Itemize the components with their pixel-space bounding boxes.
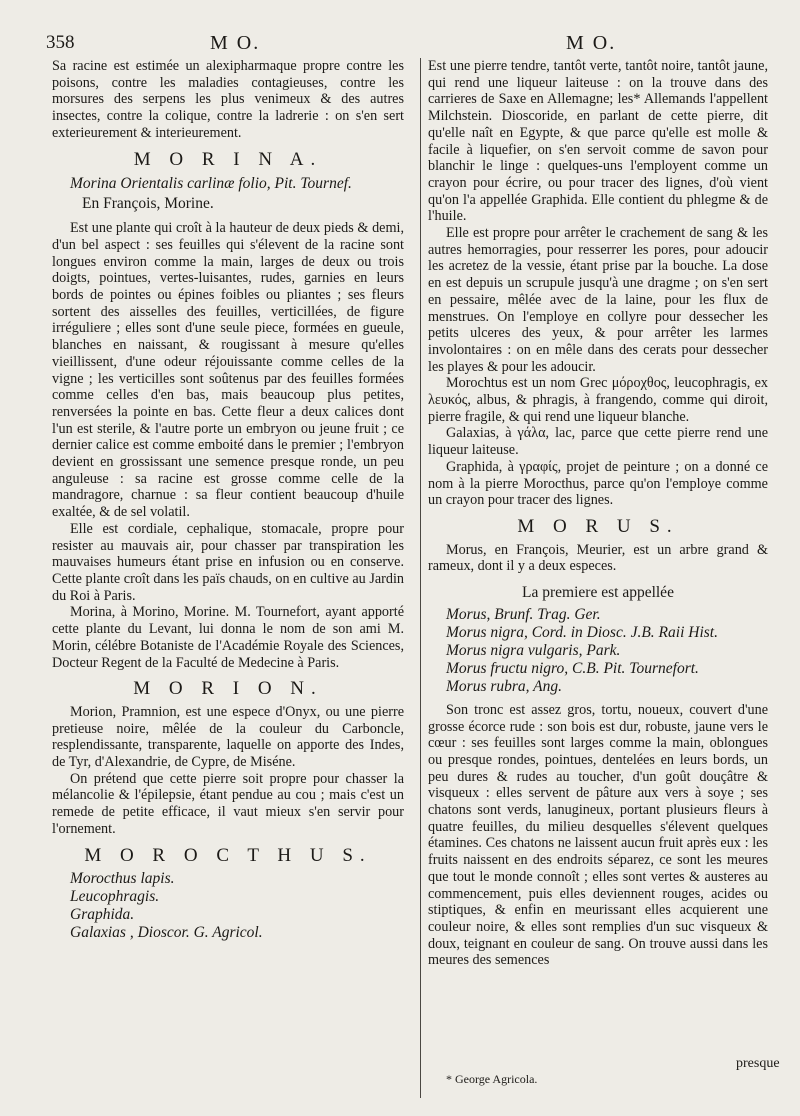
morocthus-name: Galaxias , Dioscor. G. Agricol. — [70, 924, 263, 942]
heading-morina: M O R I N A. — [133, 148, 323, 170]
heading-morion: M O R I O N. — [133, 678, 323, 700]
morus-name: Morus fructu nigro, C.B. Pit. Tournefort. — [446, 659, 699, 677]
morocthus-description: Est une pierre tendre, tantôt verte, tantôt noire, tantôt jaune, qui rend une liqueur laiteuse : on la trouve dans des carrieres de Saxe en Allemagne; les* Allemands l'appellent Milchstein. Dioscoride, en parlant de cette pierre, dit qu'elle naît en Egypte, & que parce qu'elle est molle & facile à liquefier, on s'en servoit comme de savon pour blanchir le linge : quelques-uns l'employent comme un crayon pour écrire, ou pour tracer des lignes, d'où vient qu'on l'a appellée Graphida. Elle contient du phlegme & de l'huile. — [428, 58, 768, 225]
running-head-left: M O. — [210, 32, 261, 54]
morocthus-name: Morocthus lapis. — [70, 870, 175, 888]
galaxias-etymology: Galaxias, à γάλα, lac, parce que cette pierre rend une liqueur laiteuse. — [428, 425, 768, 459]
left-column — [52, 58, 404, 948]
morion-virtues: On prétend que cette pierre soit propre pour chasser la mélancolie & l'épilepsie, étant pendue au cou ; mais c'est un remede de petite efficace, il vaut mieux s'en servir pour l'ornement. — [52, 770, 404, 837]
heading-morocthus: M O R O C T H U S. — [84, 844, 372, 866]
morus-name: Morus rubra, Ang. — [446, 677, 562, 695]
heading-morus: M O R U S. — [517, 515, 679, 537]
morina-virtues: Elle est cordiale, cephalique, stomacale, propre pour resister au mauvais air, pour chasser par transpiration les mauvaises humeurs étant prise en infusion ou en conserve. Cette plante croît dans les païs chauds, on en cultive au Jardin du Roi à Paris. — [52, 520, 404, 604]
graphida-etymology: Graphida, à γραφίς, projet de peinture ; on a donné ce nom à la pierre Morocthus, parce qu'on l'employe comme un crayon pour tracer des lignes. — [428, 458, 768, 509]
morus-name: Morus nigra vulgaris, Park. — [446, 641, 621, 659]
morus-name: Morus nigra, Cord. in Diosc. J.B. Raii Hist. — [446, 623, 718, 641]
morus-description: Son tronc est assez gros, tortu, noueux, couvert d'une grosse écorce rude : son bois est dur, robuste, jaune vers le cœur : ses feuilles sont larges comme la main, oblongues ou presque rondes, pointues, dentelées en leurs bords, un peu dures & rudes au toucher, d'un goût douçâtre & visqueux : elles servent de pâture aux vers à soye ; ses chatons sont verds, lanugineux, portant plusieurs fleurs à quatre feuilles, du milieu desquelles s'élevent quelques étamines. Ces chatons ne laissent aucun fruit après eux : les fruits naissent en des endroits séparez, ce sont les meures que tout le monde connoît ; elles sont vertes & austeres au commencement, puis elles deviennent rouges, acides ou stiptiques, & enfin en meurissant elles acquierent une couleur noire, & elles sont remplies d'un suc visqueux & doux, teignant en couleur de sang. On trouve aussi dans les meures des semences — [428, 701, 768, 969]
morina-description: Est une plante qui croît à la hauteur de deux pieds & demi, d'un bel aspect : ses feuilles qui s'élevent de la racine sont longues environ comme la main, larges de deux ou trois doigts, pointues, vertes-luisantes, rudes, garnies en leurs bords de pointes ou épines foibles ou pliantes ; ses fleurs sortent des aisselles des feuilles, verticillées, de figure irréguliere ; elles sont d'une seule piece, formées en gueule, blanches en naissant, & rougissant à mesure qu'elles vieillissent, d'une odeur réjouissante comme celles de la vigne ; les verticilles sont soûtenus par des feuilles formées comme celles d'en bas, mais beaucoup plus petites, renversées la pointe en bas. Cette fleur a deux calices dont l'un est sterile, & l'autre porte un embryon ou jeune fruit ; ce dernier calice est comme emboité dans le premier ; l'embryon devient en grossissant une semence presque ronde, un peu anguleuse : sa racine est grosse comme celle de la mandragore, charnue : sa fleur contient beaucoup d'huile exaltée, & de sel volatil. — [52, 220, 404, 521]
right-column — [428, 58, 768, 969]
morocthus-virtues: Elle est propre pour arrêter le crachement de sang & les autres hemorragies, pour resserrer les pores, pour adoucir les acretez de la vessie, étant prise par la bouche. La dose en est depuis un scrupule jusqu'à une dragme ; on s'en sert en pessaire, mêlée avec de la laine, pour les flux de menstrues. On l'employe en collyre pour dessecher les petits ulceres des yeux, & pour arrêter les larmes involontaires : on en mêle dans des cerats pour dessecher les playes & pour les adoucir. — [428, 225, 768, 375]
morina-french-name: En François, Morine. — [82, 195, 214, 213]
catchword: presque — [736, 1056, 780, 1071]
morocthus-name: Leucophragis. — [70, 888, 160, 906]
morocthus-names — [52, 870, 404, 942]
running-head-right: M O. — [566, 32, 617, 54]
page-number: 358 — [46, 32, 75, 53]
morocthus-etymology: Morochtus est un nom Grec μόροχθος, leucophragis, ex λευκός, albus, & phragis, à frangendo, comme qui diroit, pierre fragile, & qui rend une liqueur blanche. — [428, 375, 768, 425]
morus-name: Morus, Brunf. Trag. Ger. — [446, 605, 601, 623]
morocthus-name: Graphida. — [70, 906, 135, 924]
opening-paragraph: Sa racine est estimée un alexipharmaque propre contre les poisons, contre les maladies contagieuses, contre les morsures des serpens les plus venimeux & des autres insectes, contre la colique, contre la ladrerie : on s'en sert exterieurement & interieurement. — [52, 58, 404, 141]
morus-subheading: La premiere est appellée — [522, 584, 674, 602]
morina-synonym — [52, 174, 404, 194]
morus-intro: Morus, en François, Meurier, est un arbre grand & rameux, dont il y a deux especes. — [428, 541, 768, 575]
footnote: * George Agricola. — [446, 1072, 538, 1086]
morina-synonym-text: Morina Orientalis carlinæ folio, Pit. Tournef. — [70, 175, 352, 193]
morus-names — [428, 606, 768, 696]
morina-etymology: Morina, à Morino, Morine. M. Tournefort, ayant apporté cette plante du Levant, lui donna le nom de son ami M. Morin, célébre Botaniste de l'Académie Royale des Sciences, Docteur Regent de la Faculté de Medecine à Paris. — [52, 604, 404, 671]
column-divider — [420, 58, 421, 1098]
morion-description: Morion, Pramnion, est une espece d'Onyx, ou une pierre pretieuse noire, mêlée de la couleur du Carboncle, resplendissante, transparente, laquelle on apporte des Indes, de Tyr, d'Alexandrie, de Cypre, de Miséne. — [52, 703, 404, 771]
